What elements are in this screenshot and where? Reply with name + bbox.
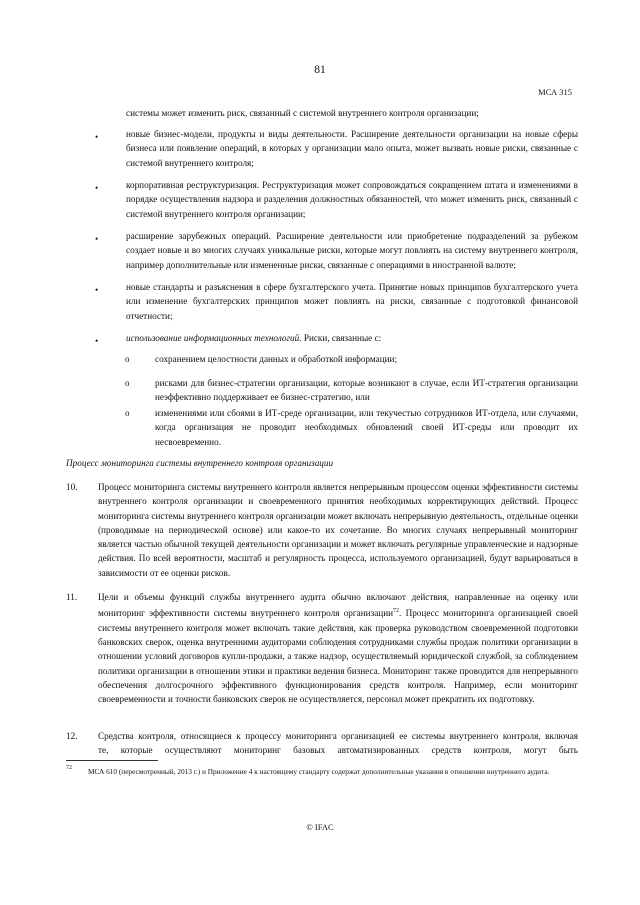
list-item-rest: . Риски, связанные с: xyxy=(299,333,382,343)
standard-code: МСА 315 xyxy=(538,87,572,97)
sub-list-item: сохранением целостности данных и обработкой информации; xyxy=(155,354,398,364)
list-item xyxy=(126,331,578,345)
sub-bullet-marker: o xyxy=(125,378,130,388)
bullet-marker: • xyxy=(95,336,99,346)
copyright: © IFAC xyxy=(306,822,334,832)
footnote-reference[interactable]: 72 xyxy=(393,608,400,615)
continued-text: системы может изменить риск, связанный с системой внутреннего контроля организации; xyxy=(126,108,479,118)
bullet-marker: • xyxy=(95,234,99,244)
list-item: корпоративная реструктуризация. Реструктуризация может сопровождаться сокращением штата и изменениями в порядке осуществления надзора и разделения должностных обязанностей, что может изменить риск, связанный с системой внутреннего контроля организации; xyxy=(126,180,578,219)
sub-bullet-marker: o xyxy=(125,408,130,418)
bullet-marker: • xyxy=(95,132,99,142)
bullet-marker: • xyxy=(95,285,99,295)
paragraph-text-line: те, которые осуществляют мониторинг базовых автоматизированных средств контроля, могут быть xyxy=(98,745,578,755)
paragraph-text xyxy=(98,590,578,706)
footnote-text: МСА 610 (пересмотренный, 2013 г.) и Приложение 4 к настоящему стандарту содержат дополнительные указания в отношении внутреннего аудита. xyxy=(88,767,550,776)
sub-list-item: изменениями или сбоями в ИТ-среде организации, или текучестью сотрудников ИТ-отдела, или случаями, когда организация не проводит необходимых обновлений своей ИТ-среды или проводит их несвоевременно. xyxy=(155,408,578,447)
paragraph-text-line: Средства контроля, относящиеся к процессу мониторинга организацией ее системы внутреннего контроля, включая xyxy=(98,731,578,741)
paragraph-number: 12. xyxy=(66,731,78,741)
list-item-italic-label: использование информационных технологий xyxy=(126,333,300,343)
list-item: расширение зарубежных операций. Расширение деятельности или приобретение подразделений за рубежом создает новые и во многих случаях уникальные риски, которые могут повлиять на систему внутреннего контроля, например дополнительные или измененные риски, связанные с операциями в иностранной валюте; xyxy=(126,231,578,270)
paragraph-number: 10. xyxy=(66,482,78,492)
bullet-marker: • xyxy=(95,183,99,193)
sub-list-item: рисками для бизнес-стратегии организации, которые возникают в случае, если ИТ-стратегия организации неэффективно поддерживает ее бизнес-стратегию, или xyxy=(155,378,578,403)
paragraph-text: Процесс мониторинга системы внутреннего контроля является непрерывным процессом оценки эффективности системы внутреннего контроля организации и своевременного принятия необходимых корректирующих действий. Процесс мониторинга системы внутреннего контроля организации может включать непрерывную деятельность, отдельные оценки (проводимые на периодической основе) или какое-то их сочетание. Во многих случаях непрерывный мониторинг является частью обычной текущей деятельности организации и может включать регулярные управленческие и надзорные действия. По всей вероятности, масштаб и регулярность процесса, используемого организацией, будут варьироваться в зависимости от ее оценки рисков. xyxy=(98,482,578,578)
footnote-number: 72 xyxy=(66,765,72,771)
page-number: 81 xyxy=(314,64,326,76)
list-item: новые бизнес-модели, продукты и виды деятельности. Расширение деятельности организации на новые сферы бизнеса или появление операций, в которых у организации мало опыта, может вызвать новые риски, связанные с системой внутреннего контроля; xyxy=(126,129,578,168)
list-item: новые стандарты и разъяснения в сфере бухгалтерского учета. Принятие новых принципов бухгалтерского учета или изменение бухгалтерских принципов может повлиять на риски, связанные с подготовкой финансовой отчетности; xyxy=(126,282,578,321)
paragraph-text-part: Цели и объемы функций службы внутреннего аудита обычно включают действия, направленные на оценку или мониторинг эффективности системы внутреннего контроля организации xyxy=(98,592,578,619)
paragraph-text-part: . Процесс мониторинга организацией своей системы внутреннего контроля может включать такие действия, как проверка руководством своевременной подготовки банковских сверок, оценка внутренними аудиторами соблюдения сотрудниками службы продаж политики организации в отношении условий договоров купли-продажи, а также надзор, осуществляемый юридической службой, за соблюдением политики организации в отношении этики и практики ведения бизнеса. Мониторинг также проводится для непрерывного обеспечения долгосрочного эффективного функционирования средств контроля. Например, если мониторинг своевременности и точности банковских сверок не осуществляется, персонал может прекратить их подготовку. xyxy=(98,608,578,705)
footnote-separator xyxy=(66,760,158,761)
section-heading: Процесс мониторинга системы внутреннего контроля организации xyxy=(66,458,334,468)
sub-bullet-marker: o xyxy=(125,354,130,364)
paragraph-number: 11. xyxy=(66,592,78,602)
